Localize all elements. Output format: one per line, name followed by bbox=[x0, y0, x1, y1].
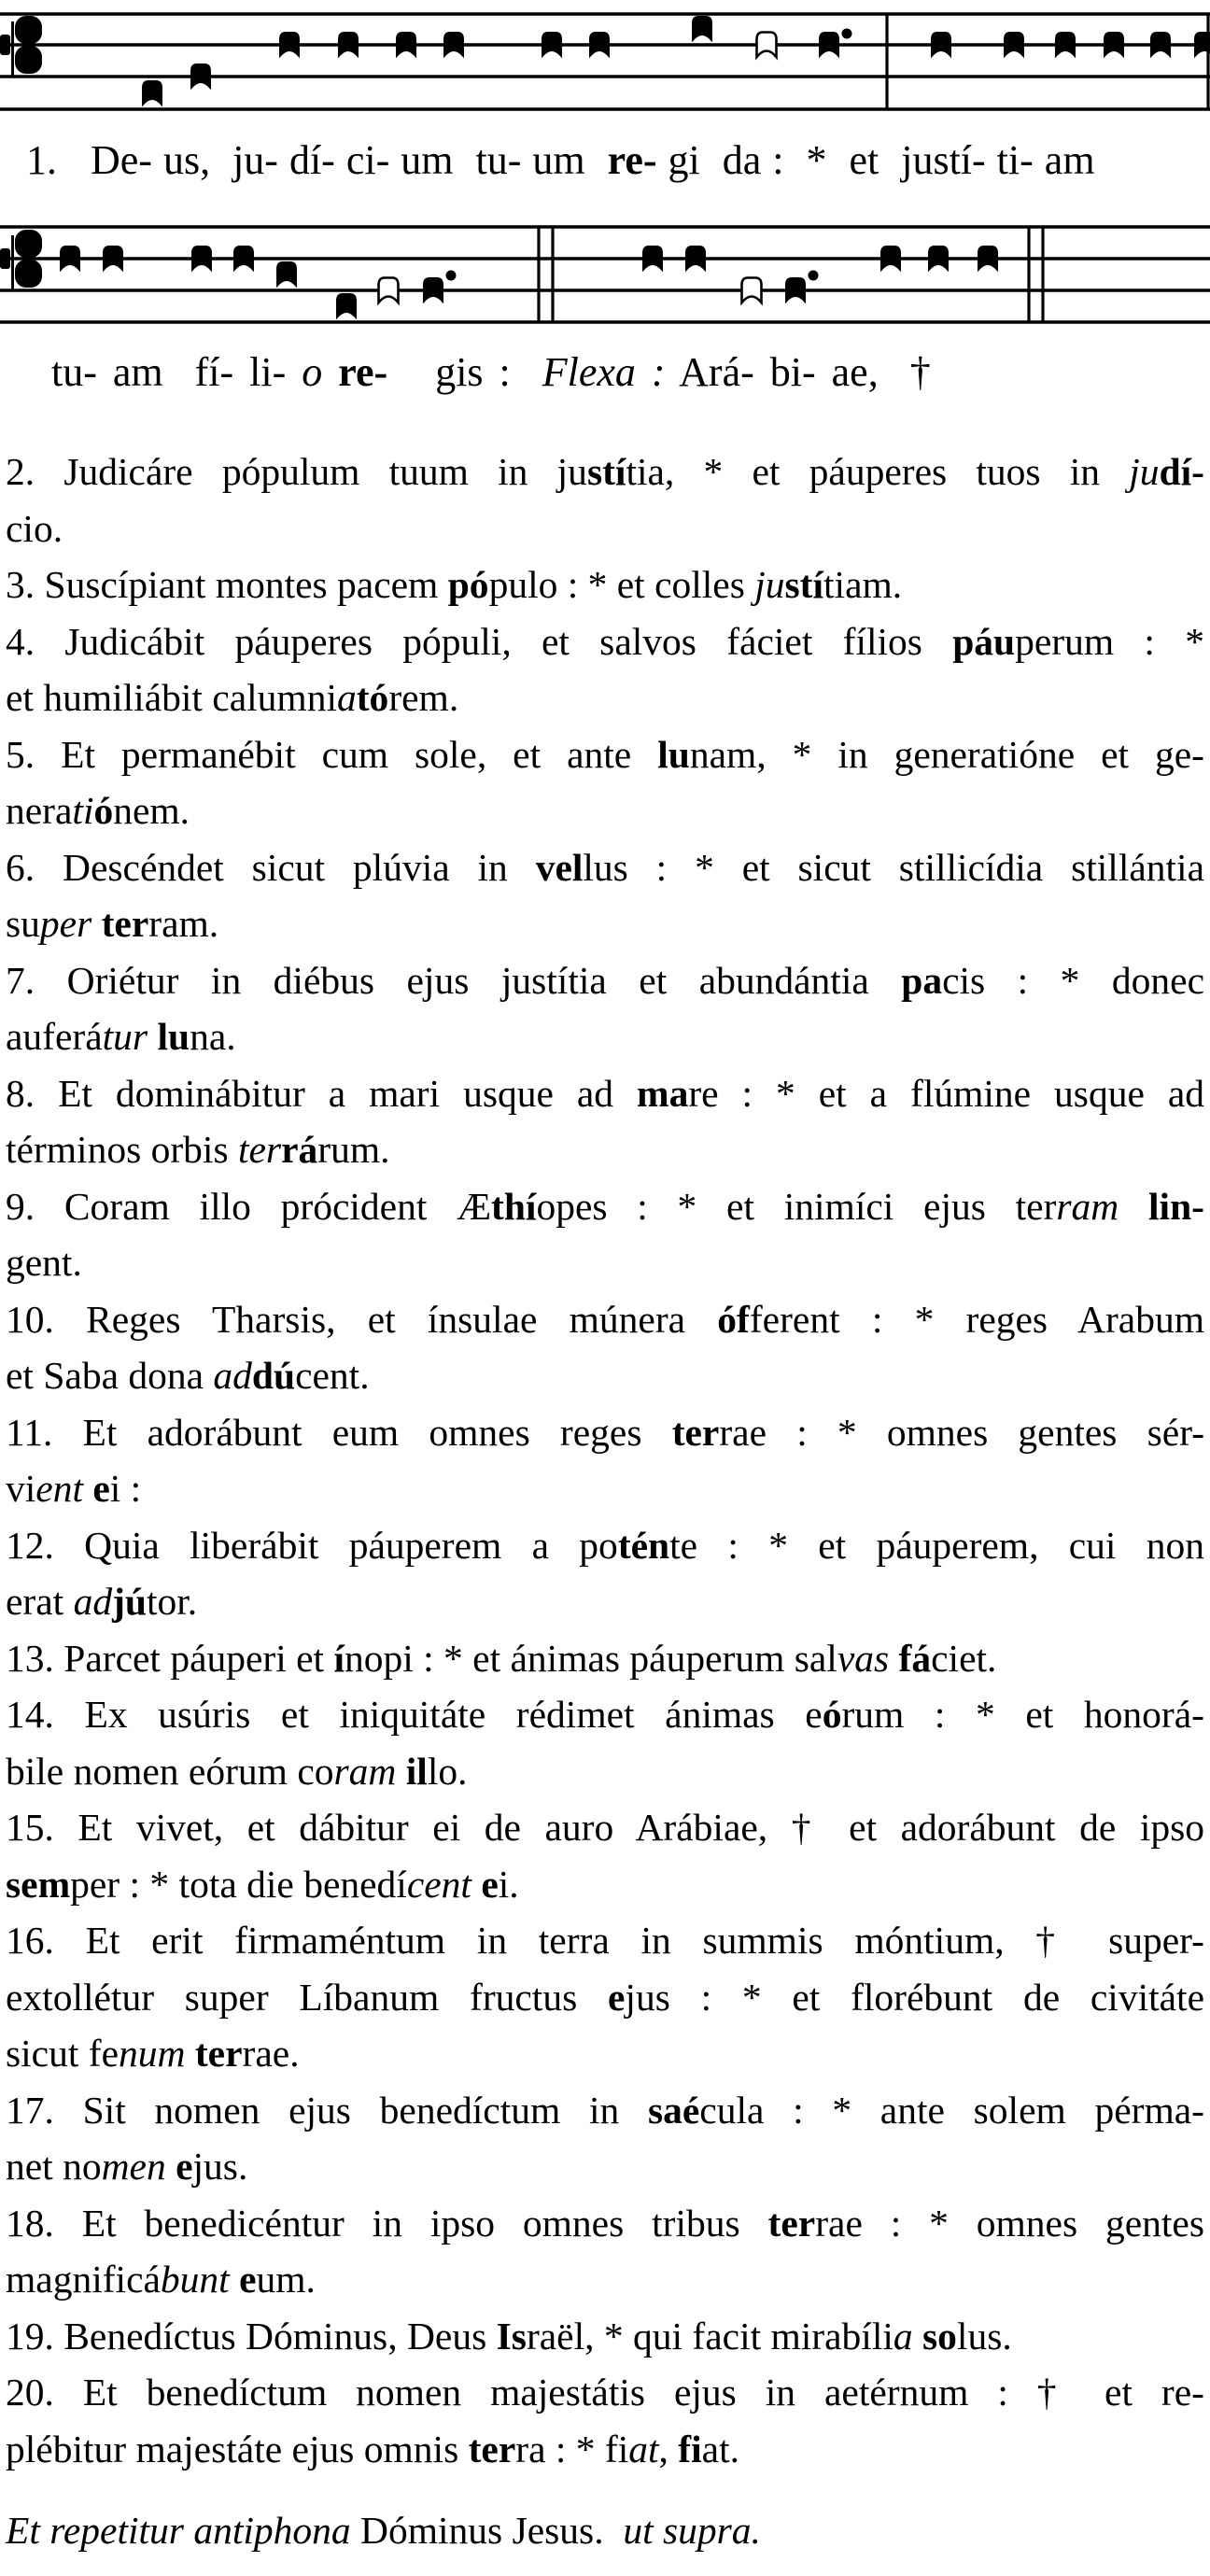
verse-line bbox=[6, 1460, 1204, 1517]
text-run bbox=[396, 1750, 405, 1793]
italic-syllable: a bbox=[336, 676, 357, 719]
verse-3 bbox=[6, 556, 1204, 613]
text-run: rum. bbox=[317, 1128, 390, 1171]
accented-syllable: stí bbox=[784, 563, 824, 606]
accented-syllable: ó bbox=[822, 1693, 842, 1736]
verse-line bbox=[6, 1743, 1204, 1800]
text-run bbox=[91, 902, 101, 945]
verse-line bbox=[6, 443, 1204, 500]
text-run: 5. Et permanébit cum sole, et ante bbox=[6, 732, 658, 776]
punctum-note bbox=[1056, 33, 1076, 58]
text-run: gent. bbox=[6, 1241, 82, 1284]
italic-syllable: ut supra. bbox=[623, 2509, 761, 2552]
text-run: na. bbox=[190, 1015, 236, 1058]
hollow-punctum-note bbox=[742, 278, 762, 303]
text-run: ra : * fi bbox=[515, 2427, 629, 2470]
verse-18 bbox=[6, 2195, 1204, 2308]
punctum-note bbox=[192, 246, 212, 272]
punctum-note bbox=[424, 278, 443, 303]
verse-line bbox=[6, 782, 1204, 839]
accented-syllable: Is bbox=[496, 2314, 527, 2358]
verse-line bbox=[6, 895, 1204, 952]
mora-dot bbox=[446, 271, 457, 281]
text-run bbox=[322, 349, 338, 395]
punctum-note bbox=[932, 33, 951, 58]
verse-line bbox=[6, 500, 1204, 557]
verse-12 bbox=[6, 1517, 1204, 1630]
text-run: , bbox=[658, 2427, 679, 2470]
verse-line bbox=[6, 2195, 1204, 2252]
punctum-note bbox=[1005, 33, 1024, 58]
text-run: i : bbox=[109, 1467, 142, 1510]
verse-17 bbox=[6, 2082, 1204, 2195]
italic-syllable: bunt bbox=[160, 2258, 230, 2301]
punctum-note bbox=[1151, 33, 1171, 58]
text-run: erat bbox=[6, 1580, 74, 1623]
text-run bbox=[185, 2032, 194, 2075]
punctum-note bbox=[337, 294, 357, 319]
italic-syllable: ti bbox=[72, 789, 94, 832]
text-run: Dóminus Jesus. bbox=[350, 2509, 624, 2552]
italic-syllable: ju bbox=[754, 563, 785, 606]
text-run: per : * tota die benedí bbox=[70, 1862, 407, 1906]
accented-syllable: í bbox=[333, 1636, 345, 1680]
text-run: 14. Ex usúris et iniquitáte rédimet ánimas e bbox=[6, 1693, 823, 1736]
text-run: cent. bbox=[295, 1354, 370, 1397]
punctum-note bbox=[786, 278, 806, 303]
italic-syllable: Flexa : bbox=[542, 349, 666, 395]
accented-syllable: e bbox=[239, 2258, 257, 2301]
punctum-note bbox=[693, 17, 712, 42]
text-run: tor. bbox=[146, 1580, 198, 1623]
text-run: jus. bbox=[192, 2145, 248, 2188]
text-run: rae : * omnes gentes sér- bbox=[719, 1410, 1204, 1454]
punctum-note bbox=[881, 246, 901, 272]
italic-syllable: vas bbox=[837, 1636, 890, 1680]
punctum-note bbox=[191, 64, 211, 90]
punctum-note bbox=[590, 33, 610, 58]
verse-line bbox=[6, 1969, 1204, 2026]
text-run: i. bbox=[498, 1862, 519, 1906]
verse-line bbox=[6, 1291, 1204, 1348]
text-run: 18. Et benedicéntur in ipso omnes tribus bbox=[6, 2201, 768, 2245]
verse-line bbox=[6, 1178, 1204, 1235]
accented-syllable: páu bbox=[952, 619, 1016, 663]
verse-line bbox=[6, 1121, 1204, 1178]
accented-syllable: pó bbox=[447, 563, 489, 606]
text-run: cio. bbox=[6, 506, 63, 550]
text-run: tiam. bbox=[823, 563, 903, 606]
accented-syllable: saé bbox=[647, 2088, 700, 2132]
punctum-note bbox=[978, 246, 998, 272]
hollow-punctum-note bbox=[757, 33, 777, 58]
verse-line bbox=[6, 1912, 1204, 1969]
text-run: 8. Et dominábitur a mari usque ad bbox=[6, 1071, 638, 1115]
hollow-punctum-note bbox=[379, 278, 399, 303]
text-run: rum : * et honorá- bbox=[841, 1693, 1204, 1736]
mora-dot bbox=[842, 29, 852, 39]
text-run: lus : * et sicut stillicídia stillántia bbox=[583, 845, 1204, 889]
verse-16 bbox=[6, 1912, 1204, 2082]
text-run: rem. bbox=[388, 676, 459, 719]
verse-line bbox=[6, 1234, 1204, 1291]
text-run: 7. Oriétur in diébus ejus justítia et abundántia bbox=[6, 958, 902, 1002]
verse-line bbox=[6, 2421, 1204, 2478]
text-run: 10. Reges Tharsis, et ínsulae múnera bbox=[6, 1297, 718, 1341]
verse-line bbox=[6, 2364, 1204, 2421]
italic-syllable: o bbox=[302, 349, 323, 395]
verse-line bbox=[6, 1008, 1204, 1065]
chant-lyrics-verse-1a bbox=[26, 137, 1095, 185]
text-run: raël, * qui facit mirabíli bbox=[526, 2314, 893, 2358]
text-run: 12. Quia liberábit páuperem a po bbox=[6, 1523, 618, 1567]
text-run: 3. Suscípiant montes pacem bbox=[6, 563, 448, 606]
text-run: lus. bbox=[956, 2314, 1012, 2358]
accented-syllable: tó bbox=[356, 676, 389, 719]
accented-syllable: e bbox=[481, 1862, 499, 1906]
text-run: net no bbox=[6, 2145, 102, 2188]
text-run: rae. bbox=[242, 2032, 300, 2075]
verse-13 bbox=[6, 1630, 1204, 1687]
text-run: ferent : * reges Arabum bbox=[749, 1297, 1204, 1341]
italic-syllable: ram bbox=[333, 1749, 397, 1793]
text-run: 17. Sit nomen ejus benedíctum in bbox=[6, 2088, 648, 2132]
text-run: lo. bbox=[427, 1749, 468, 1793]
text-run: nopi : * et ánimas páuperum sal bbox=[344, 1636, 837, 1680]
verse-line bbox=[6, 1347, 1204, 1404]
italic-syllable: a bbox=[893, 2314, 913, 2358]
chant-staff-2 bbox=[0, 213, 1210, 344]
italic-syllable: ram bbox=[1056, 1184, 1119, 1228]
punctum-note bbox=[277, 262, 297, 288]
text-run: te : * et páuperem, cui non bbox=[669, 1523, 1204, 1567]
accented-syllable: pa bbox=[901, 958, 943, 1002]
verse-4 bbox=[6, 613, 1204, 726]
text-run: 2. Judicáre pópulum tuum in ju bbox=[6, 450, 587, 493]
text-run: nem. bbox=[113, 789, 190, 832]
text-run: pulo : * et colles bbox=[488, 563, 755, 606]
verse-line bbox=[6, 839, 1204, 896]
text-run: nam, * in generatióne et ge- bbox=[689, 732, 1204, 776]
punctum-note bbox=[397, 33, 416, 58]
text-run bbox=[1119, 1185, 1148, 1228]
punctum-note bbox=[820, 33, 839, 58]
verse-line bbox=[6, 556, 1204, 613]
verse-8 bbox=[6, 1065, 1204, 1178]
verse-line bbox=[6, 1065, 1204, 1122]
text-run: et Saba dona bbox=[6, 1354, 214, 1397]
verse-line bbox=[6, 669, 1204, 726]
text-run: ciet. bbox=[931, 1636, 997, 1680]
punctum-note bbox=[339, 33, 359, 58]
verse-line bbox=[6, 1630, 1204, 1687]
text-run: 4. Judicábit páuperes pópuli, et salvos fáciet fílios bbox=[6, 619, 953, 663]
accented-syllable: rá bbox=[281, 1128, 318, 1171]
accented-syllable: óf bbox=[717, 1297, 750, 1341]
text-run: 16. Et erit firmaméntum in terra in summis móntium, † super- bbox=[6, 1919, 1204, 1962]
punctum-note bbox=[929, 246, 949, 272]
accented-syllable: ter bbox=[767, 2201, 816, 2245]
text-run: cis : * donec bbox=[942, 958, 1204, 1002]
italic-syllable: tur bbox=[102, 1015, 148, 1058]
accented-syllable: tén bbox=[617, 1523, 670, 1567]
chant-staff-1 bbox=[0, 0, 1210, 131]
italic-syllable: at bbox=[628, 2427, 659, 2470]
italic-syllable: per bbox=[39, 902, 92, 945]
verse-15 bbox=[6, 1799, 1204, 1912]
text-run: ram. bbox=[148, 902, 219, 945]
text-run: et humiliábit calumni bbox=[6, 676, 337, 719]
text-run: plébitur majestáte ejus omnis bbox=[6, 2427, 469, 2470]
accented-syllable: e bbox=[608, 1975, 626, 2019]
text-run: gi da : * et justí- ti- am bbox=[656, 137, 1095, 183]
accented-syllable: re- bbox=[338, 349, 388, 395]
italic-syllable: num bbox=[119, 2032, 186, 2075]
accented-syllable: sem bbox=[6, 1862, 71, 1906]
accented-syllable: ter bbox=[194, 2032, 243, 2075]
accented-syllable: ter bbox=[671, 1410, 720, 1454]
verse-line bbox=[6, 2138, 1204, 2195]
text-run bbox=[471, 1863, 481, 1906]
punctum-note bbox=[143, 81, 162, 106]
accented-syllable: e bbox=[92, 1467, 110, 1510]
verse-line bbox=[6, 1856, 1204, 1913]
verse-line bbox=[6, 1799, 1204, 1856]
verse-line bbox=[6, 1517, 1204, 1574]
text-run bbox=[148, 1015, 157, 1058]
accented-syllable: ó bbox=[93, 789, 114, 832]
verse-14 bbox=[6, 1686, 1204, 1799]
text-run: 13. Parcet páuperi et bbox=[6, 1636, 334, 1680]
accented-syllable: lu bbox=[157, 1015, 190, 1058]
text-run bbox=[889, 1637, 898, 1680]
text-run: 6. Descéndet sicut plúvia in bbox=[6, 845, 536, 889]
mora-dot bbox=[809, 271, 819, 281]
verse-19 bbox=[6, 2308, 1204, 2365]
text-run: magnificá bbox=[6, 2258, 161, 2301]
accented-syllable: ter bbox=[468, 2427, 516, 2470]
staff-2-svg bbox=[0, 213, 1210, 339]
verse-line bbox=[6, 726, 1204, 783]
punctum-note bbox=[444, 33, 464, 58]
accented-syllable: re- bbox=[607, 137, 657, 183]
verse-7 bbox=[6, 952, 1204, 1065]
text-run: 1. De- us, ju- dí- ci- um tu- um bbox=[26, 137, 608, 183]
verse-line bbox=[6, 613, 1204, 670]
chant-lyrics-verse-1b bbox=[51, 349, 931, 397]
italic-syllable: ju bbox=[1129, 450, 1160, 493]
verse-5 bbox=[6, 726, 1204, 839]
text-run: bile nomen eórum co bbox=[6, 1749, 334, 1793]
text-run: um. bbox=[256, 2258, 316, 2301]
text-run bbox=[83, 1467, 92, 1510]
accented-syllable: fi bbox=[678, 2427, 702, 2470]
italic-syllable: ad bbox=[213, 1354, 252, 1397]
text-run: Ará- bi- ae, † bbox=[665, 349, 931, 395]
text-run: nera bbox=[6, 789, 73, 832]
punctum-note bbox=[61, 246, 80, 272]
punctum-note bbox=[643, 246, 663, 272]
accented-syllable: dí- bbox=[1159, 450, 1204, 493]
text-run: at. bbox=[701, 2427, 739, 2470]
verse-2 bbox=[6, 443, 1204, 556]
accented-syllable: so bbox=[922, 2314, 957, 2358]
accented-syllable: ma bbox=[637, 1071, 689, 1115]
text-run bbox=[913, 2315, 922, 2358]
verse-line bbox=[6, 1686, 1204, 1743]
text-run: 9. Coram illo prócident Æ bbox=[6, 1184, 492, 1228]
text-run: opes : * et inimíci ejus ter bbox=[536, 1184, 1057, 1228]
text-run: auferá bbox=[6, 1015, 103, 1058]
verse-line bbox=[6, 2308, 1204, 2365]
italic-syllable: cent bbox=[406, 1862, 471, 1906]
verse-line bbox=[6, 1573, 1204, 1630]
text-run: cula : * ante solem pérma- bbox=[699, 2088, 1204, 2132]
punctum-note bbox=[104, 246, 123, 272]
accented-syllable: e bbox=[176, 2145, 193, 2188]
accented-syllable: il bbox=[405, 1749, 428, 1793]
text-run: tu- am fí- li- bbox=[51, 349, 302, 395]
verse-line bbox=[6, 952, 1204, 1009]
text-run: gis : bbox=[387, 349, 542, 395]
psalm-verses bbox=[6, 443, 1204, 2477]
punctum-note bbox=[280, 33, 300, 58]
italic-syllable: ter bbox=[237, 1128, 282, 1171]
text-run bbox=[230, 2258, 239, 2301]
verse-11 bbox=[6, 1404, 1204, 1517]
rubric-colophon bbox=[6, 2502, 761, 2559]
text-run: extollétur super Líbanum fructus bbox=[6, 1975, 608, 2019]
text-run: 19. Benedíctus Dóminus, Deus bbox=[6, 2314, 497, 2358]
punctum-note bbox=[234, 246, 254, 272]
accented-syllable: ter bbox=[101, 902, 149, 945]
verse-10 bbox=[6, 1291, 1204, 1404]
accented-syllable: jú bbox=[112, 1580, 147, 1623]
accented-syllable: vel bbox=[535, 845, 584, 889]
text-run: jus : * et florébunt de civitáte bbox=[625, 1975, 1204, 2019]
accented-syllable: dú bbox=[251, 1354, 296, 1397]
verse-line bbox=[6, 2025, 1204, 2082]
verse-line bbox=[6, 1404, 1204, 1461]
italic-syllable: ad bbox=[73, 1580, 113, 1623]
text-run: rae : * omnes gentes bbox=[815, 2201, 1204, 2245]
punctum-note bbox=[542, 33, 562, 58]
accented-syllable: thí bbox=[491, 1184, 537, 1228]
text-run: perum : * bbox=[1015, 619, 1204, 663]
verse-line bbox=[6, 2082, 1204, 2139]
punctum-note bbox=[686, 246, 706, 272]
text-run: re : * et a flúmine usque ad bbox=[688, 1071, 1204, 1115]
text-run: sicut fe bbox=[6, 2032, 119, 2075]
italic-syllable: Et repetitur antiphona bbox=[6, 2509, 351, 2552]
text-run: 11. Et adorábunt eum omnes reges bbox=[6, 1410, 672, 1454]
accented-syllable: fá bbox=[898, 1636, 932, 1680]
punctum-note bbox=[1104, 33, 1124, 58]
verse-9 bbox=[6, 1178, 1204, 1291]
verse-line bbox=[6, 2251, 1204, 2308]
accented-syllable: lu bbox=[657, 732, 690, 776]
text-run bbox=[166, 2145, 176, 2188]
text-run: términos orbis bbox=[6, 1128, 238, 1171]
text-run: vi bbox=[6, 1467, 36, 1510]
italic-syllable: ent bbox=[35, 1467, 83, 1510]
text-run: tia, * et páuperes tuos in bbox=[626, 450, 1130, 493]
staff-1-svg bbox=[0, 0, 1210, 126]
italic-syllable: men bbox=[101, 2145, 166, 2188]
text-run: 15. Et vivet, et dábitur ei de auro Arábiae, † et adorábunt de ipso bbox=[6, 1806, 1204, 1849]
verse-6 bbox=[6, 839, 1204, 952]
accented-syllable: stí bbox=[586, 450, 626, 493]
text-run: 20. Et benedíctum nomen majestátis ejus in aetérnum : † et re- bbox=[6, 2371, 1204, 2414]
text-run: su bbox=[6, 902, 40, 945]
accented-syllable: lin- bbox=[1148, 1184, 1204, 1228]
verse-20 bbox=[6, 2364, 1204, 2477]
